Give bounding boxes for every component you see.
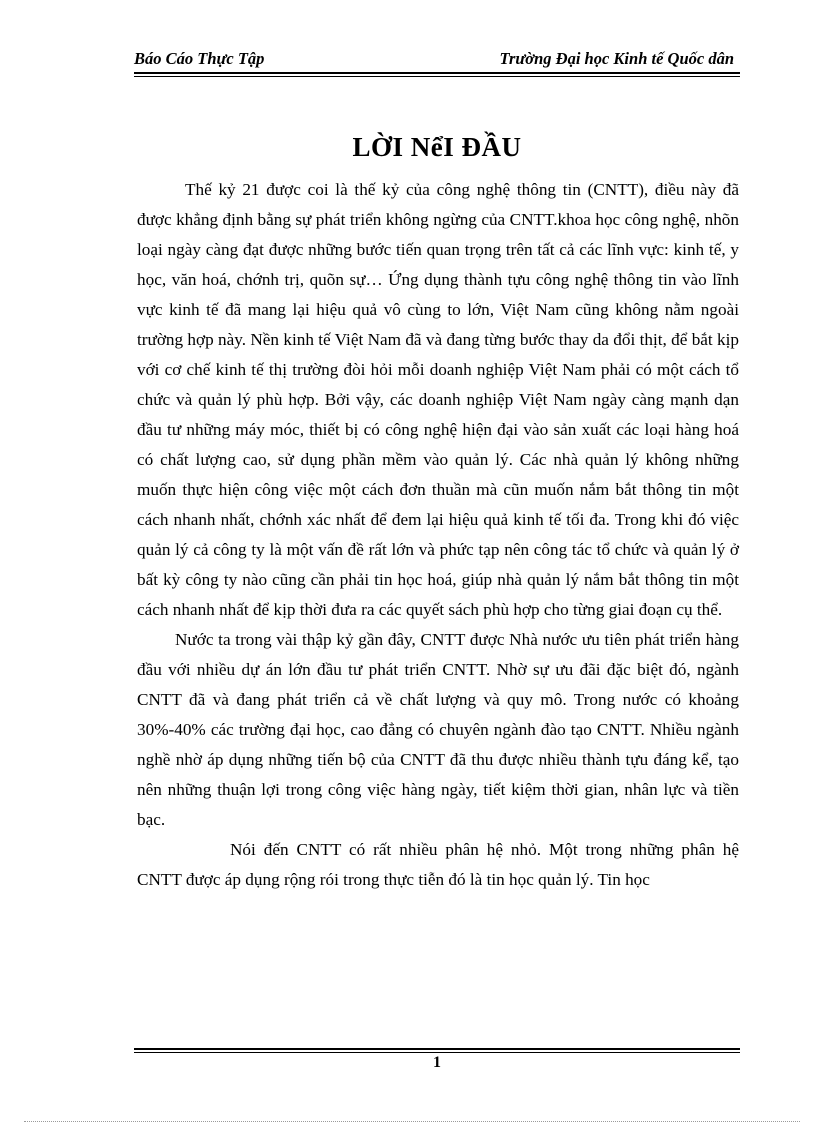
body-text	[137, 175, 739, 895]
header-rule-thin	[134, 76, 740, 77]
paragraph-2: Nước ta trong vài thập kỷ gần đây, CNTT được Nhà nước ưu tiên phát triển hàng đầu với nhiều dự án lớn đầu tư phát triển CNTT. Nhờ sự ưu đãi đặc biệt đó, ngành CNTT đã và đang phát triển cả về chất lượng và quy mô. Trong nước có khoảng 30%-40% các trường đại học, cao đẳng có chuyên ngành đào tạo CNTT. Nhiều ngành nghề nhờ áp dụng những tiến bộ của CNTT đã thu được nhiều thành tựu đáng kể, tạo nên những thuận lợi trong công việc hàng ngày, tiết kiệm thời gian, nhân lực và tiền bạc.	[137, 630, 739, 829]
header-left-text: Báo Cáo Thực Tập	[134, 49, 265, 68]
footer-rule-thin	[134, 1052, 740, 1053]
page-title: LỜI NểI ĐẦU	[352, 132, 522, 162]
paragraph-3: Nói đến CNTT có rất nhiều phân hệ nhỏ. Một trong những phân hệ CNTT được áp dụng rộng rói trong thực tiễn đó là tin học quản lý. Tin học	[137, 840, 739, 889]
footer-rule-thick	[134, 1048, 740, 1050]
page-number: 1	[433, 1054, 441, 1071]
header-rule-thick	[134, 72, 740, 74]
page-break-line	[24, 1121, 800, 1122]
paragraph-1: Thế kỷ 21 được coi là thế kỷ của công nghệ thông tin (CNTT), điều này đã được khẳng định bằng sự phát triển không ngừng của CNTT.khoa học công nghệ, nhõn loại ngày càng đạt được những bước tiến quan trọng trên tất cả các lĩnh vực: kinh tế, y học, văn hoá, chớnh trị, quõn sự… Ứng dụng thành tựu công nghệ thông tin vào lĩnh vực kinh tế đã mang lại hiệu quả vô cùng to lớn, Việt Nam cũng không nằm ngoài trường hợp này. Nền kinh tế Việt Nam đã và đang từng bước thay da đổi thịt, để bắt kịp với cơ chế kinh tế thị trường đòi hỏi mỗi doanh nghiệp Việt Nam phải có một cách tổ chức và quản lý phù hợp. Bởi vậy, các doanh nghiệp Việt Nam ngày càng mạnh dạn đầu tư những máy móc, thiết bị có công nghệ hiện đại vào sản xuất các loại hàng hoá có chất lượng cao, sử dụng phần mềm vào quản lý. Các nhà quản lý không những muốn thực hiện công việc một cách đơn thuần mà cũn muốn nắm bắt thông tin một cách nhanh nhất, chớnh xác nhất để đem lại hiệu quả kinh tế tối đa. Trong khi đó việc quản lý cả công ty là một vấn đề rất lớn và phức tạp nên công tác tổ chức và quản lý ở bất kỳ công ty nào cũng cần phải tin học hoá, giúp nhà quản lý nắm bắt thông tin một cách nhanh nhất để kịp thời đưa ra các quyết sách phù hợp cho từng giai đoạn cụ thể.	[137, 180, 739, 619]
header-right-text: Trường Đại học Kinh tế Quốc dân	[499, 49, 734, 68]
page-header	[134, 46, 740, 70]
